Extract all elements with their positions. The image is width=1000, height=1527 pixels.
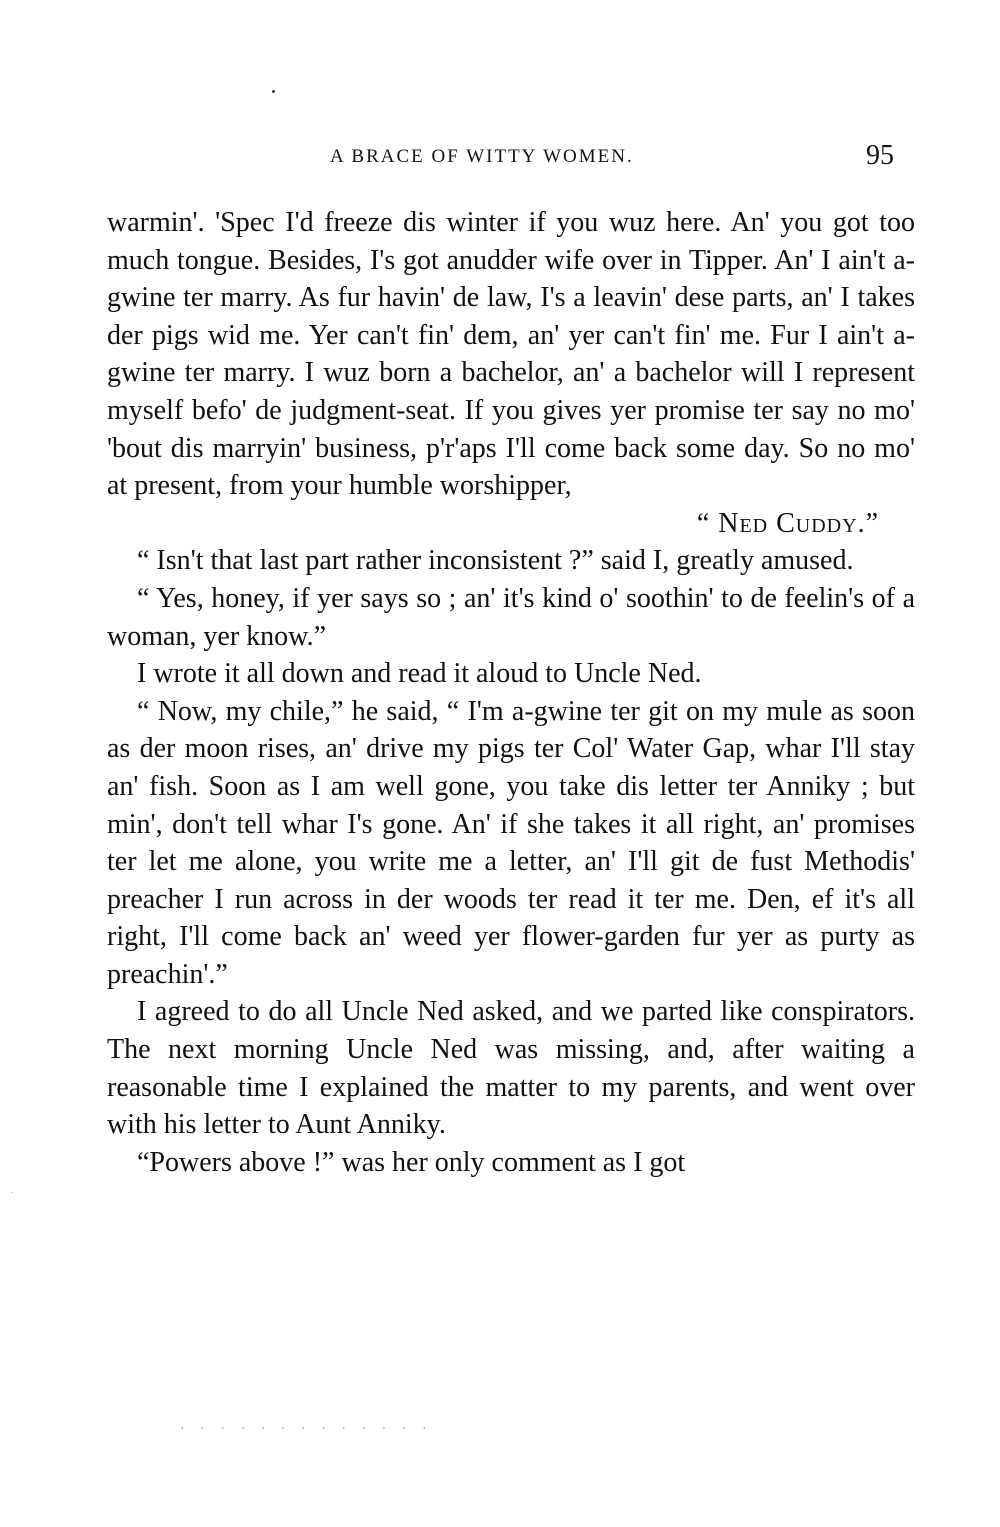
- paragraph-powers-above: “Powers above !” was her only comment as I got: [137, 1146, 686, 1178]
- bleed-through-noise: · · · · · · · · · · · · ·: [180, 1422, 433, 1437]
- paragraph-now-my-chile: “ Now, my chile,” he said, “ I'm a-gwine ter git on my mule as soon as der moon rises, an' drive my pigs ter Col' Water Gap, whar I'll stay an' fish. Soon as I am well gone, you take dis letter ter Anniky ; but min', don't tell whar I's gone. An' if she takes it all right, an' promises ter let me alone, you write me a letter, an' I'll git de fust Methodis' preacher I run across in der woods ter read it ter me. Den, ef it's all right, I'll come back an' weed yer flower-garden fur yer as purty as preachin'.”: [107, 695, 915, 990]
- paragraph-wrote-it-down: I wrote it all down and read it aloud to Uncle Ned.: [137, 658, 702, 690]
- letter-continuation-paragraph: warmin'. 'Spec I'd freeze dis winter if you wuz here. An' you got too much tongue. Besides, I's got anudder wife over in Tipper. An' I ain't a-gwine ter marry. As fur havin' de law, I's a leavin' dese parts, an' I takes der pigs wid me. Yer can't fin' dem, an' yer can't fin' me. Fur I ain't a-gwine ter marry. I wuz born a bachelor, an' a bachelor will I represent myself befo' de judgment-seat. If you gives yer promise ter say no mo' 'bout dis marryin' business, p'r'aps I'll come back some day. So no mo' at present, from your humble worshipper,: [107, 207, 915, 502]
- letter-signature: “ Ned Cuddy.”: [696, 507, 879, 539]
- ink-speck: [272, 90, 275, 93]
- page-body: [107, 204, 915, 1181]
- paragraph-yes-honey: “ Yes, honey, if yer says so ; an' it's kind o' soothin' to de feelin's of a woman, yer know.”: [107, 582, 915, 652]
- paragraph-agreed: I agreed to do all Uncle Ned asked, and we parted like conspirators. The next morning Uncle Ned was missing, and, after waiting a reasonable time I explained the matter to my parents, and went over with his letter to Aunt Anniky.: [107, 996, 915, 1141]
- running-title: A BRACE OF WITTY WOMEN.: [330, 146, 634, 167]
- paragraph-inconsistent: “ Isn't that last part rather inconsistent ?” said I, greatly amused.: [137, 545, 854, 577]
- running-header: [0, 140, 1000, 176]
- page-number: 95: [866, 140, 894, 171]
- margin-speck: ·: [10, 1188, 14, 1199]
